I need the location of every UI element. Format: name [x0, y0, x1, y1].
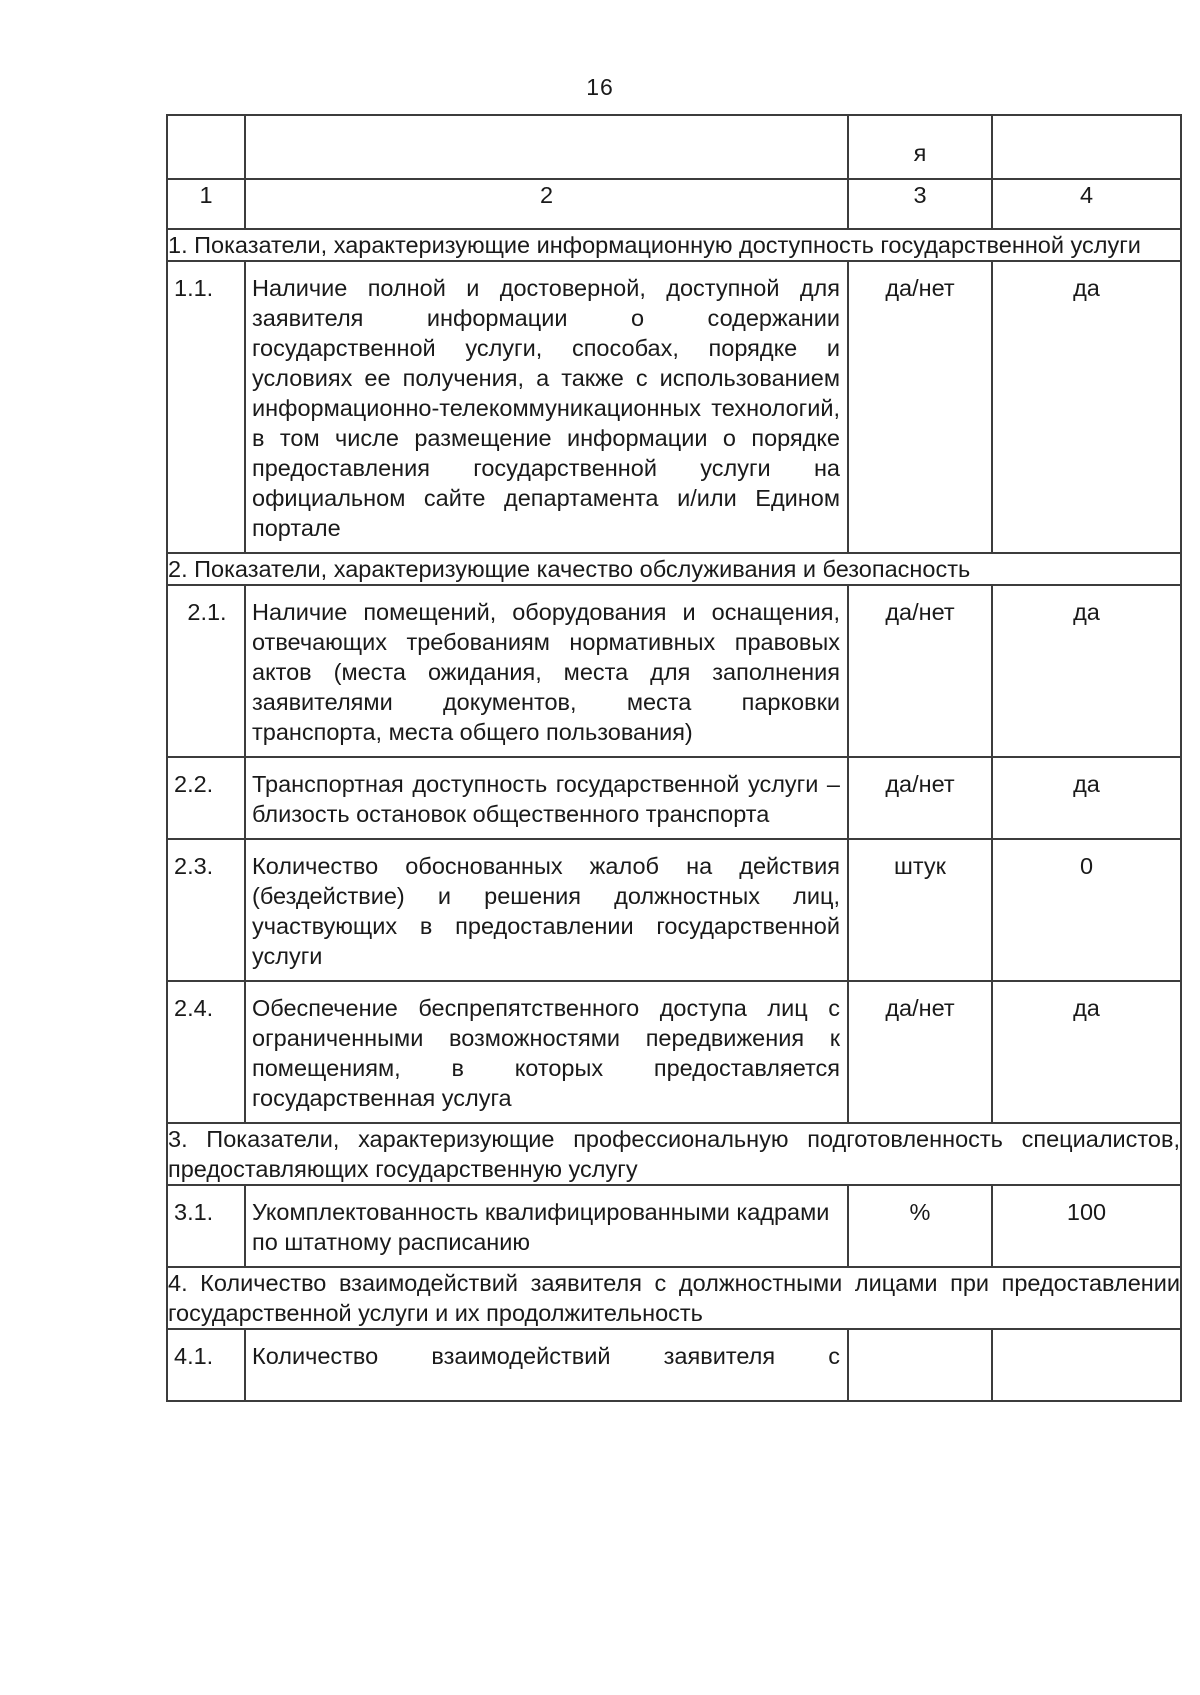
table-row [167, 839, 1181, 981]
row-description: Укомплектованность квалифицированными кадрами по штатному расписанию [245, 1185, 848, 1267]
row-description: Наличие полной и достоверной, доступной для заявителя информации о содержании государственной услуги, способах, порядке и условиях ее получения, а также с использованием информационно-телекоммуникационных технологий, в том числе размещение информации о порядке предоставления государственной услуги на официальном сайте департамента и/или Едином портале [245, 261, 848, 553]
row-value: да [992, 261, 1181, 553]
row-value: 0 [992, 839, 1181, 981]
table-row [167, 261, 1181, 553]
table-row [167, 981, 1181, 1123]
row-value: да [992, 585, 1181, 757]
section-title: 1. Показатели, характеризующие информационную доступность государственной услуги [167, 229, 1181, 261]
section-title: 2. Показатели, характеризующие качество обслуживания и безопасность [167, 553, 1181, 585]
row-unit: да/нет [848, 981, 992, 1123]
section-row [167, 1267, 1181, 1329]
table-row [167, 1185, 1181, 1267]
row-number: 2.4. [167, 981, 245, 1123]
section-row [167, 553, 1181, 585]
row-value [992, 1329, 1181, 1401]
section-title: 3. Показатели, характеризующие профессиональную подготовленность специалистов, предоставляющих государственную услугу [167, 1123, 1181, 1185]
row-number: 3.1. [167, 1185, 245, 1267]
table-row [167, 585, 1181, 757]
section-title: 4. Количество взаимодействий заявителя с должностными лицами при предоставлении государственной услуги и их продолжительность [167, 1267, 1181, 1329]
table-row [167, 1329, 1181, 1401]
continuation-cell: я [848, 115, 992, 179]
row-description: Количество обоснованных жалоб на действия (бездействие) и решения должностных лиц, участвующих в предоставлении государственной услуги [245, 839, 848, 981]
row-number: 1.1. [167, 261, 245, 553]
continuation-row [167, 115, 1181, 179]
page-number: 16 [586, 74, 614, 100]
row-number: 2.2. [167, 757, 245, 839]
row-value: 100 [992, 1185, 1181, 1267]
section-row [167, 229, 1181, 261]
row-unit: да/нет [848, 261, 992, 553]
row-unit: штук [848, 839, 992, 981]
row-description: Количество взаимодействий заявителя с [245, 1329, 848, 1401]
row-value: да [992, 981, 1181, 1123]
column-number: 3 [848, 179, 992, 229]
column-number: 2 [245, 179, 848, 229]
table-row [167, 757, 1181, 839]
table-cell [992, 115, 1181, 179]
row-unit: да/нет [848, 757, 992, 839]
row-unit [848, 1329, 992, 1401]
row-description: Транспортная доступность государственной услуги – близость остановок общественного транспорта [245, 757, 848, 839]
table-cell [167, 115, 245, 179]
row-value: да [992, 757, 1181, 839]
row-number: 4.1. [167, 1329, 245, 1401]
row-number: 2.3. [167, 839, 245, 981]
table-cell [245, 115, 848, 179]
row-unit: да/нет [848, 585, 992, 757]
row-description: Обеспечение беспрепятственного доступа лиц с ограниченными возможностями передвижения к помещениям, в которых предоставляется государственная услуга [245, 981, 848, 1123]
column-number: 1 [167, 179, 245, 229]
column-number: 4 [992, 179, 1181, 229]
indicators-table [166, 114, 1182, 1402]
row-unit: % [848, 1185, 992, 1267]
section-row [167, 1123, 1181, 1185]
row-number: 2.1. [167, 585, 245, 757]
column-number-row [167, 179, 1181, 229]
row-description: Наличие помещений, оборудования и оснащения, отвечающих требованиям нормативных правовых актов (места ожидания, места для заполнения заявителями документов, места парковки транспорта, места общего пользования) [245, 585, 848, 757]
